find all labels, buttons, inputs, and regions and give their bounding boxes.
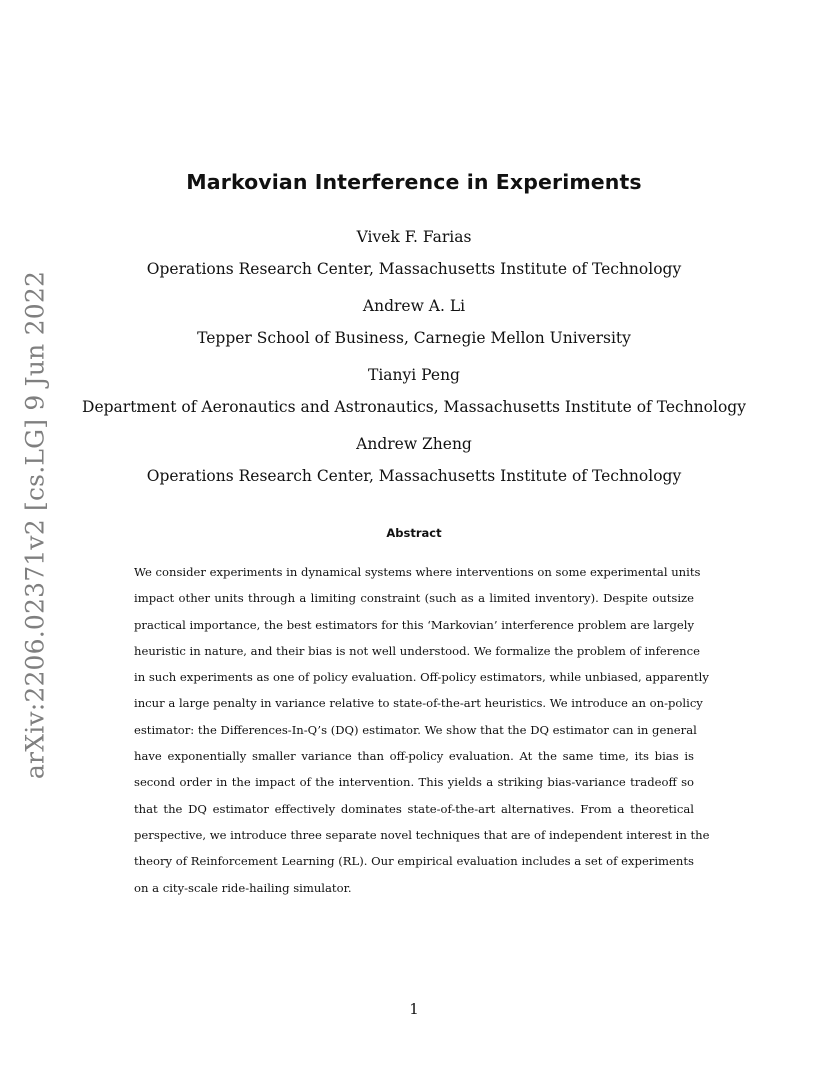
- abstract-line: estimator: the Differences-In-Q’s (DQ) estimator. We show that the DQ estimator can in general: [134, 722, 697, 737]
- abstract-line: have exponentially smaller variance than off-policy evaluation. At the same time, its bias is: [134, 749, 694, 764]
- abstract-line: practical importance, the best estimators for this ‘Markovian’ interference problem are largely: [134, 617, 694, 632]
- author-name: Andrew Zheng: [356, 435, 472, 453]
- page-number: 1: [409, 1000, 419, 1018]
- abstract-line: heuristic in nature, and their bias is not well understood. We formalize the problem of inference: [134, 643, 701, 658]
- author-name: Andrew A. Li: [362, 297, 466, 315]
- author-name: Vivek F. Farias: [356, 228, 472, 246]
- abstract-line: that the DQ estimator effectively dominates state-of-the-art alternatives. From a theoretical: [134, 801, 694, 816]
- abstract-line: theory of Reinforcement Learning (RL). Our empirical evaluation includes a set of experiments: [134, 854, 694, 869]
- author-affiliation: Department of Aeronautics and Astronautics, Massachusetts Institute of Technology: [82, 397, 746, 416]
- arxiv-side-stamp: arXiv:2206.02371v2 [cs.LG] 9 Jun 2022: [20, 270, 50, 780]
- author-block: [0, 228, 828, 278]
- abstract-body: [134, 559, 710, 901]
- abstract-heading: Abstract: [386, 526, 442, 540]
- abstract-line: perspective, we introduce three separate novel techniques that are of independent interest in the: [134, 827, 710, 842]
- author-affiliation: Operations Research Center, Massachusetts Institute of Technology: [146, 259, 682, 278]
- abstract-line: We consider experiments in dynamical systems where interventions on some experimental units: [134, 565, 701, 579]
- author-affiliation: Tepper School of Business, Carnegie Mellon University: [197, 328, 631, 347]
- author-name: Tianyi Peng: [368, 366, 460, 384]
- abstract-line: on a city-scale ride-hailing simulator.: [134, 880, 352, 895]
- abstract-line: second order in the impact of the intervention. This yields a striking bias-variance tradeoff so: [134, 775, 694, 790]
- author-block: [0, 297, 828, 347]
- author-affiliation: Operations Research Center, Massachusetts Institute of Technology: [146, 466, 682, 485]
- author-block: [0, 366, 828, 416]
- paper-title: Markovian Interference in Experiments: [186, 170, 642, 194]
- abstract-line: incur a large penalty in variance relative to state-of-the-art heuristics. We introduce an on-policy: [134, 696, 703, 711]
- abstract-line: in such experiments as one of policy evaluation. Off-policy estimators, while unbiased, apparently: [134, 670, 709, 685]
- author-block: [0, 435, 828, 485]
- abstract-line: impact other units through a limiting constraint (such as a limited inventory). Despite outsize: [134, 591, 694, 606]
